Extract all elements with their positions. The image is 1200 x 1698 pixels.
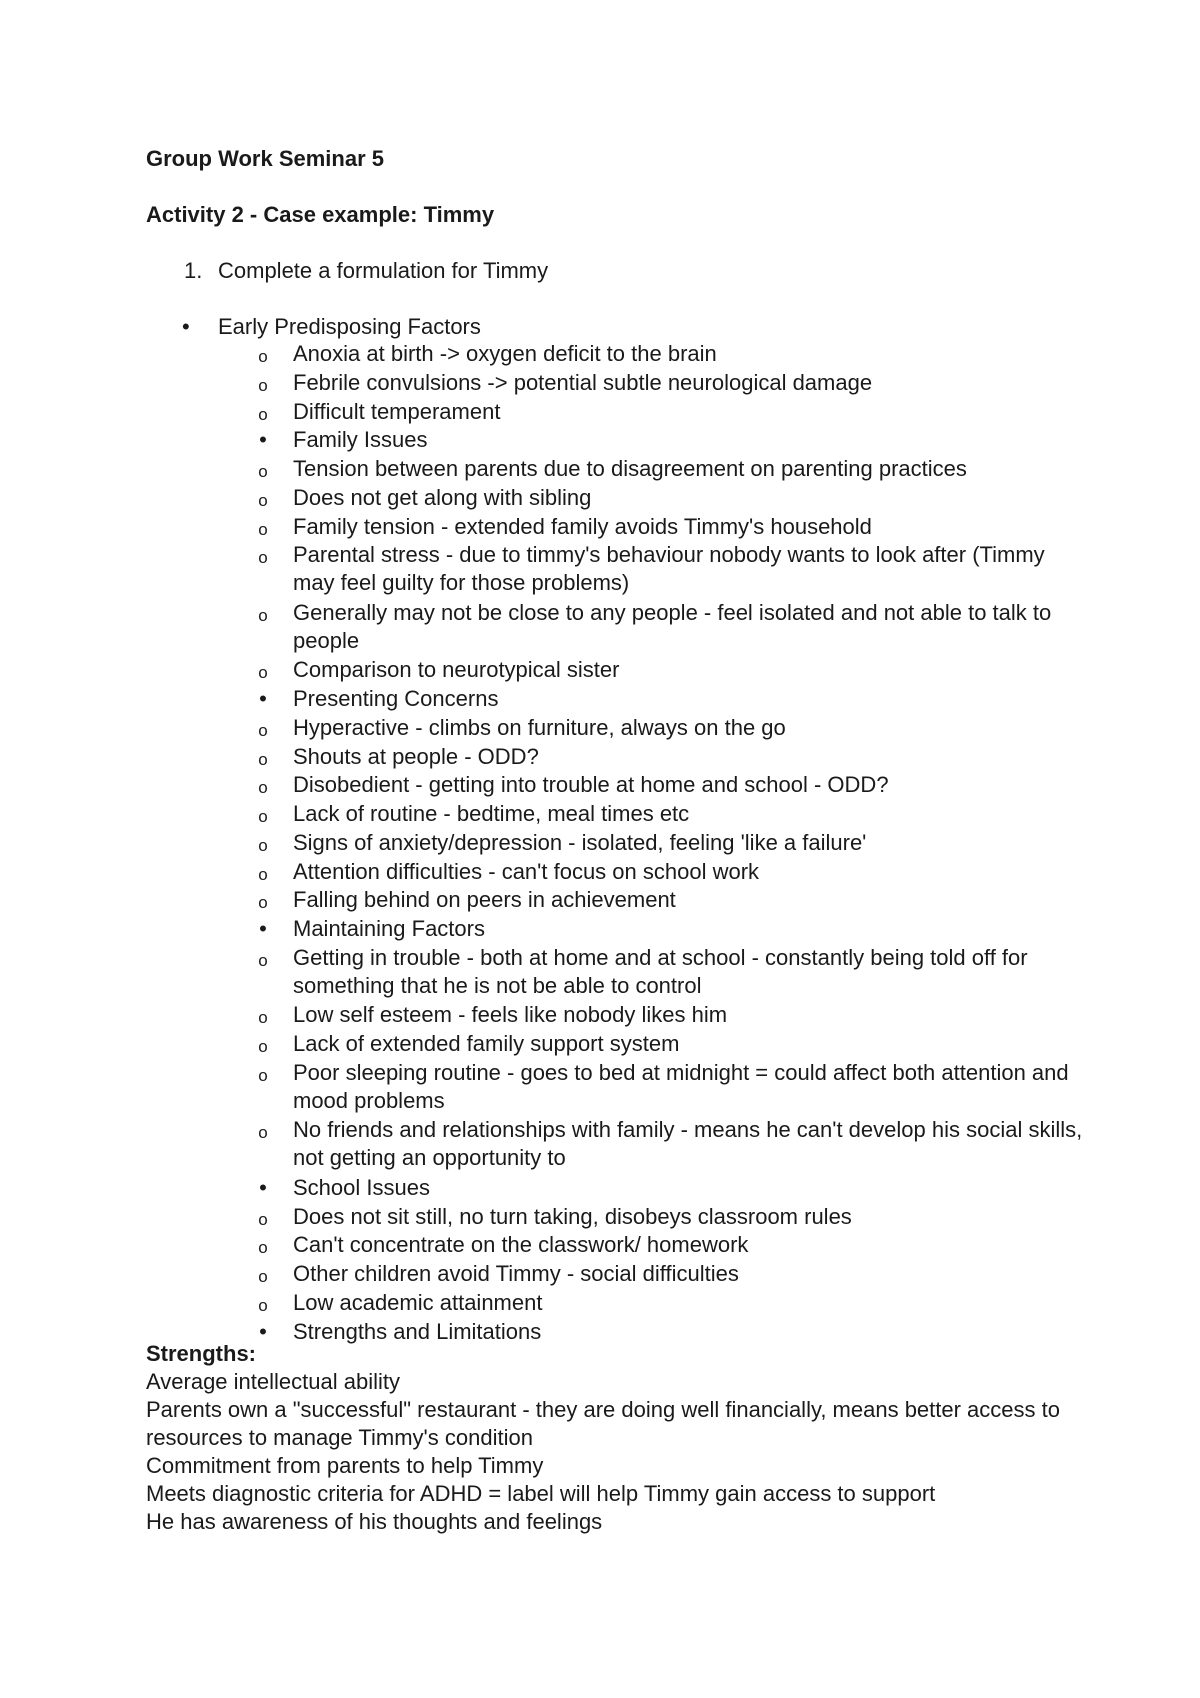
bullet-text: Early Predisposing Factors (218, 314, 481, 339)
strengths-lines (146, 1368, 1126, 1536)
strength-line: Average intellectual ability (146, 1369, 400, 1394)
sub-bullet-item (0, 1030, 1200, 1059)
sub-bullet-icon: o (258, 490, 268, 510)
sub-bullet-item (0, 886, 1200, 915)
item-number: 1. (184, 258, 203, 283)
sub-bullet-item (0, 340, 1200, 369)
sub-bullet-item (0, 1203, 1200, 1232)
list-item-text: Low academic attainment (293, 1289, 543, 1315)
list-item-text: Parental stress - due to timmy's behaviour nobody wants to look after (Timmy may feel guilty for those problems) (293, 542, 1045, 596)
list-item-text: Getting in trouble - both at home and at school - constantly being told off for something that he is not be able to control (293, 944, 1028, 998)
list-item-text: Lack of extended family support system (293, 1031, 680, 1056)
sub-bullet-icon: o (258, 462, 268, 481)
list-item-text: Lack of routine - bedtime, meal times etc (293, 801, 690, 826)
sub-bullet-item (0, 599, 1200, 657)
sub-bullet-icon: o (258, 1008, 268, 1028)
sub-bullet-icon: o (258, 864, 268, 884)
list-item-text: Anoxia at birth -> oxygen deficit to the brain (293, 341, 717, 366)
strength-line: Parents own a "successful" restaurant - they are doing well financially, means better access to resources to manage Timmy's condition (146, 1397, 1060, 1450)
list-item-text: Hyperactive - climbs on furniture, always on the go (293, 714, 786, 740)
sub-bullet-icon: o (258, 347, 268, 366)
list-item-text: Tension between parents due to disagreement on parenting practices (293, 456, 967, 481)
bullet-icon: • (259, 1174, 267, 1200)
list-item-text: Presenting Concerns (293, 686, 499, 711)
sub-bullet-icon: o (258, 807, 268, 826)
sub-bullet-icon: o (258, 1267, 268, 1286)
sub-bullet-icon: o (258, 1209, 268, 1229)
sub-bullet-icon: o (258, 663, 268, 683)
sub-bullet-item (0, 1059, 1200, 1117)
sub-bullet-icon: o (258, 1065, 268, 1085)
bullet-icon: • (259, 686, 267, 711)
sub-bullet-icon: o (258, 720, 268, 740)
sub-bullet-item (0, 1116, 1200, 1174)
sub-bullet-icon: o (258, 519, 268, 539)
list-item-text: Can't concentrate on the classwork/ homework (293, 1232, 749, 1258)
bullet-icon: • (259, 916, 267, 941)
list-item-text: Signs of anxiety/depression - isolated, feeling 'like a failure' (293, 829, 867, 855)
sub-bullet-item (0, 398, 1200, 427)
strength-line: Meets diagnostic criteria for ADHD = label will help Timmy gain access to support (146, 1481, 936, 1506)
list-item-text: Family Issues (293, 427, 428, 453)
list-item-text: Difficult temperament (293, 398, 501, 424)
section-bullet-item (0, 685, 1200, 714)
bullet-icon: • (259, 427, 267, 453)
list-item-text: Generally may not be close to any people - feel isolated and not able to talk to people (293, 599, 1052, 653)
sub-bullet-item (0, 771, 1200, 800)
sub-bullet-item (0, 455, 1200, 484)
list-item-text: Other children avoid Timmy - social difficulties (293, 1261, 739, 1286)
strengths-section (146, 1340, 1126, 1536)
list-item-text: Attention difficulties - can't focus on school work (293, 858, 760, 884)
section-bullet-item (0, 915, 1200, 944)
list-item-text: No friends and relationships with family - means he can't develop his social skills, not getting an opportunity to (293, 1117, 1083, 1171)
sub-bullet-icon: o (258, 375, 268, 395)
sub-bullet-item (0, 1289, 1200, 1318)
sub-bullet-item (0, 944, 1200, 1002)
sub-bullet-icon: o (258, 950, 268, 970)
sub-bullet-icon: o (258, 778, 268, 798)
strength-line: Commitment from parents to help Timmy (146, 1453, 544, 1478)
sub-bullet-icon: o (258, 1295, 268, 1315)
sub-bullet-item (0, 800, 1200, 829)
item-text: Complete a formulation for Timmy (218, 258, 549, 283)
list-item-text: Maintaining Factors (293, 916, 485, 941)
list-item-text: Low self esteem - feels like nobody likes him (293, 1002, 728, 1028)
sub-bullet-icon: o (258, 1238, 268, 1258)
activity-heading: Activity 2 - Case example: Timmy (146, 202, 495, 227)
sub-bullet-item (0, 656, 1200, 685)
list-item-text: School Issues (293, 1174, 430, 1200)
formulation-list (0, 340, 1200, 1346)
sub-bullet-item (0, 714, 1200, 743)
sub-bullet-item (0, 1260, 1200, 1289)
bullet-icon: • (182, 314, 190, 339)
strength-line: He has awareness of his thoughts and feelings (146, 1509, 603, 1534)
sub-bullet-item (0, 858, 1200, 887)
sub-bullet-item (0, 829, 1200, 858)
bullet-icon: • (259, 1318, 267, 1344)
list-item-text: Strengths and Limitations (293, 1318, 542, 1344)
sub-bullet-icon: o (258, 835, 268, 855)
sub-bullet-icon: o (258, 1123, 268, 1143)
strengths-heading: Strengths: (146, 1341, 256, 1366)
section-bullet-item (0, 426, 1200, 455)
sub-bullet-item (0, 1231, 1200, 1260)
sub-bullet-icon: o (258, 1037, 268, 1056)
sub-bullet-icon: o (258, 548, 268, 568)
list-item-text: Poor sleeping routine - goes to bed at midnight = could affect both attention and mood problems (293, 1059, 1069, 1113)
list-item-text: Family tension - extended family avoids Timmy's household (293, 513, 872, 539)
section-bullet-item (0, 1174, 1200, 1203)
page-title: Group Work Seminar 5 (146, 146, 384, 171)
sub-bullet-item (0, 369, 1200, 398)
sub-bullet-icon: o (258, 605, 268, 625)
list-item-text: Comparison to neurotypical sister (293, 657, 620, 683)
list-item-text: Falling behind on peers in achievement (293, 887, 676, 913)
list-item-text: Does not get along with sibling (293, 484, 592, 510)
sub-bullet-item (0, 541, 1200, 599)
list-item-text: Febrile convulsions -> potential subtle neurological damage (293, 369, 873, 395)
list-item-text: Disobedient - getting into trouble at home and school - ODD? (293, 772, 889, 798)
sub-bullet-item (0, 1001, 1200, 1030)
list-item-text: Shouts at people - ODD? (293, 743, 539, 769)
list-item-text: Does not sit still, no turn taking, disobeys classroom rules (293, 1203, 852, 1229)
sub-bullet-icon: o (258, 749, 268, 769)
sub-bullet-item (0, 743, 1200, 772)
sub-bullet-item (0, 484, 1200, 513)
sub-bullet-icon: o (258, 893, 268, 913)
sub-bullet-icon: o (258, 404, 268, 424)
sub-bullet-item (0, 513, 1200, 542)
